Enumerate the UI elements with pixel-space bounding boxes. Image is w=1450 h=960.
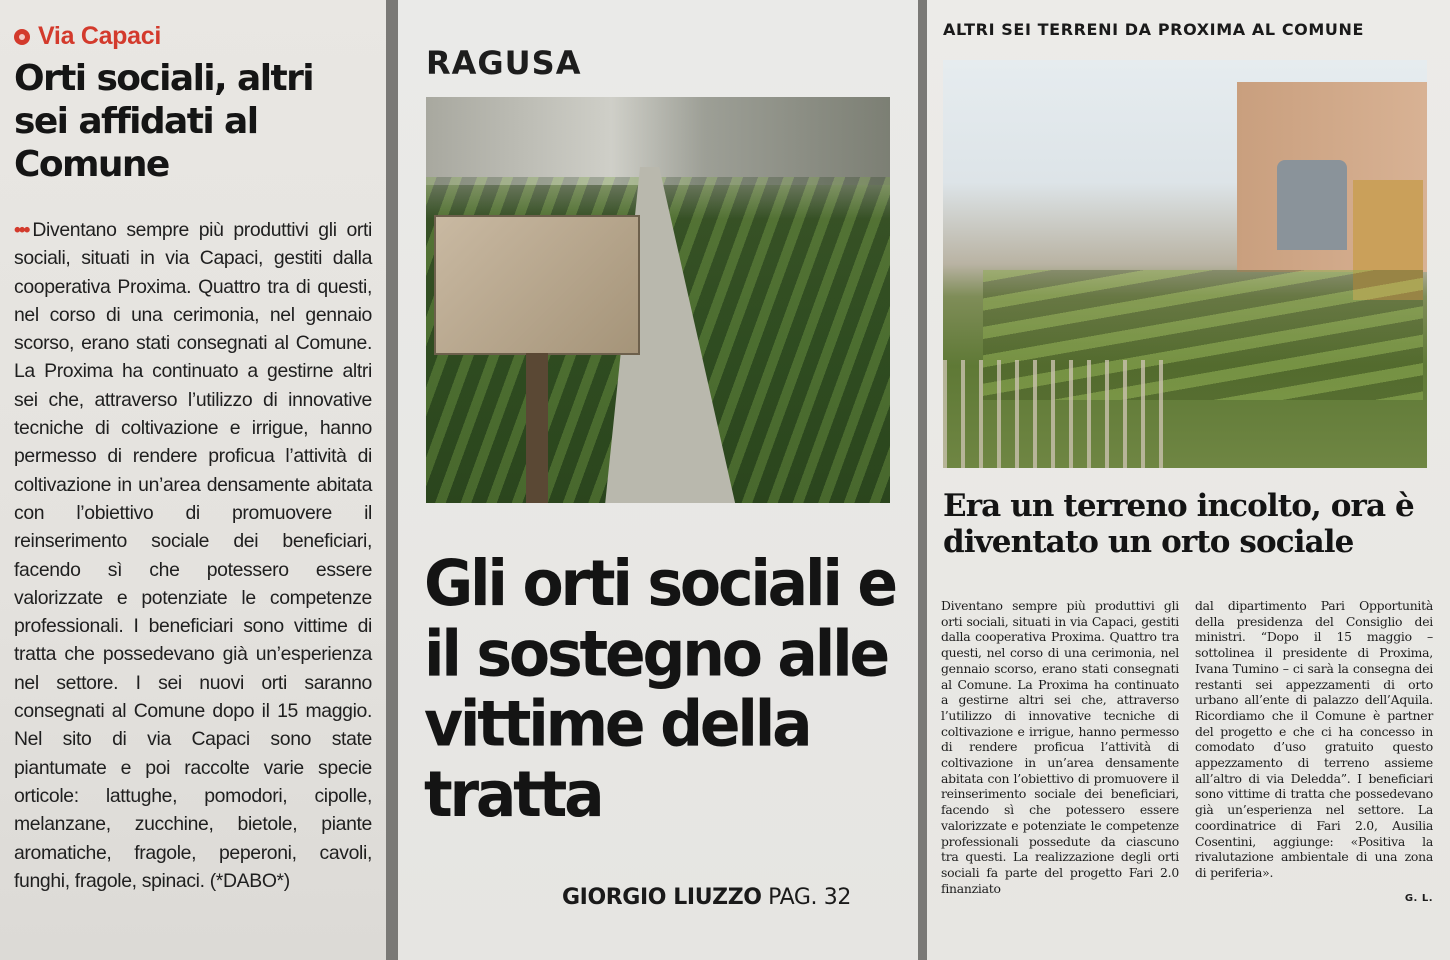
bullet-icon	[14, 29, 30, 45]
photo-water-tank	[1277, 160, 1347, 250]
article-columns	[941, 598, 1433, 906]
photo-sign	[434, 215, 640, 355]
photo-fence	[943, 360, 1173, 468]
article-title: Orti sociali, altri sei affidati al Comune	[14, 58, 313, 185]
gutter-left	[386, 0, 398, 960]
garden-photo	[426, 97, 890, 503]
article-column-1: Diventano sempre più produttivi gli orti sociali, situati in via Capaci, gestiti dalla cooperativa Proxima. Quattro tra questi, nel corso di una cerimonia, nel gennaio scorso, erano stati consegnati al Comune. La Proxima ha continuato a gestirne altri sei che, attraverso l’utilizzo di innovative tecniche di coltivazione e irrigue, hanno permesso di rendere proficua l’attività di coltivazione in un’area densamente abitata con l’obiettivo di promuovere il reinserimento sociale dei beneficiari, facendo sì che potessero essere valorizzate e potenziate le competenze professionali possedute da ciascuno tra questi. La realizzazione degli orti sociali fa parte del progetto Fari 2.0 finanziato	[941, 598, 1179, 896]
photo-sign-post	[526, 353, 548, 503]
byline-page: PAG. 32	[768, 885, 851, 910]
article-body	[14, 216, 372, 895]
dots-icon: •••	[14, 219, 29, 241]
garden-plots-photo	[943, 60, 1427, 468]
article-column-2-wrap	[1195, 598, 1433, 906]
clipping-ragusa	[398, 0, 918, 960]
front-headline: Gli orti sociali e il sostegno alle vittime della tratta	[424, 547, 895, 832]
author-signature: G. L.	[1404, 892, 1433, 904]
byline-author: GIORGIO LIUZZO	[562, 885, 762, 910]
topline: ALTRI SEI TERRENI DA PROXIMA AL COMUNE	[943, 20, 1364, 39]
clipping-via-capaci	[0, 0, 386, 960]
byline	[562, 885, 851, 910]
kicker	[14, 22, 372, 51]
gutter-right	[918, 0, 927, 960]
section-label: RAGUSA	[426, 44, 582, 82]
article-headline: Era un terreno incolto, ora è diventato un orto sociale	[943, 488, 1414, 560]
article-column-2: dal dipartimento Pari Opportunità della presidenza del Consiglio dei ministri. “Dopo il 15 maggio – sottolinea il presidente di Proxima, Ivana Tumino – ci sarà la consegna dei restanti sei appezzamenti di orto urbano all’ente di palazzo dell’Aquila. Ricordiamo che il Comune è partner del progetto e che ci ha concesso in comodato d’uso gratuito questo appezzamento di terreno assieme all’altro di via Deledda”. I beneficiari sono vittime di tratta che possedevano già un’esperienza nel settore. La coordinatrice di Fari 2.0, Ausilia Cosentini, aggiunge: «Positiva la rivalutazione ambientale di una zona di periferia».	[1195, 598, 1433, 880]
article-body-text: Diventano sempre più produttivi gli orti sociali, situati in via Capaci, gestiti dalla cooperativa Proxima. Quattro tra di questi, nel corso di una cerimonia, nel gennaio scorso, erano stati consegnati al Comune. La Proxima ha continuato a gestirne altri sei che, attraverso l’utilizzo di innovative tecniche di coltivazione e irrigue, hanno permesso di rendere proficua l’attività di coltivazione in un’area densamente abitata con l’obiettivo di promuovere il reinserimento sociale dei beneficiari, facendo sì che potessero essere valorizzate e potenziate le competenze professionali. I beneficiari sono vittime di tratta che possedevano già un’esperienza nel settore. I sei nuovi orti saranno consegnati al Comune dopo il 15 maggio. Nel sito di via Capaci sono state piantumate e poi raccolte varie specie orticole: lattughe, pomodori, cipolle, melanzane, zucchine, bietole, piante aromatiche, fragole, peperoni, cavoli, funghi, fragole, spinaci. (*DABO*)	[14, 219, 372, 892]
kicker-label: Via Capaci	[38, 22, 162, 50]
clipping-proxima	[927, 0, 1450, 960]
